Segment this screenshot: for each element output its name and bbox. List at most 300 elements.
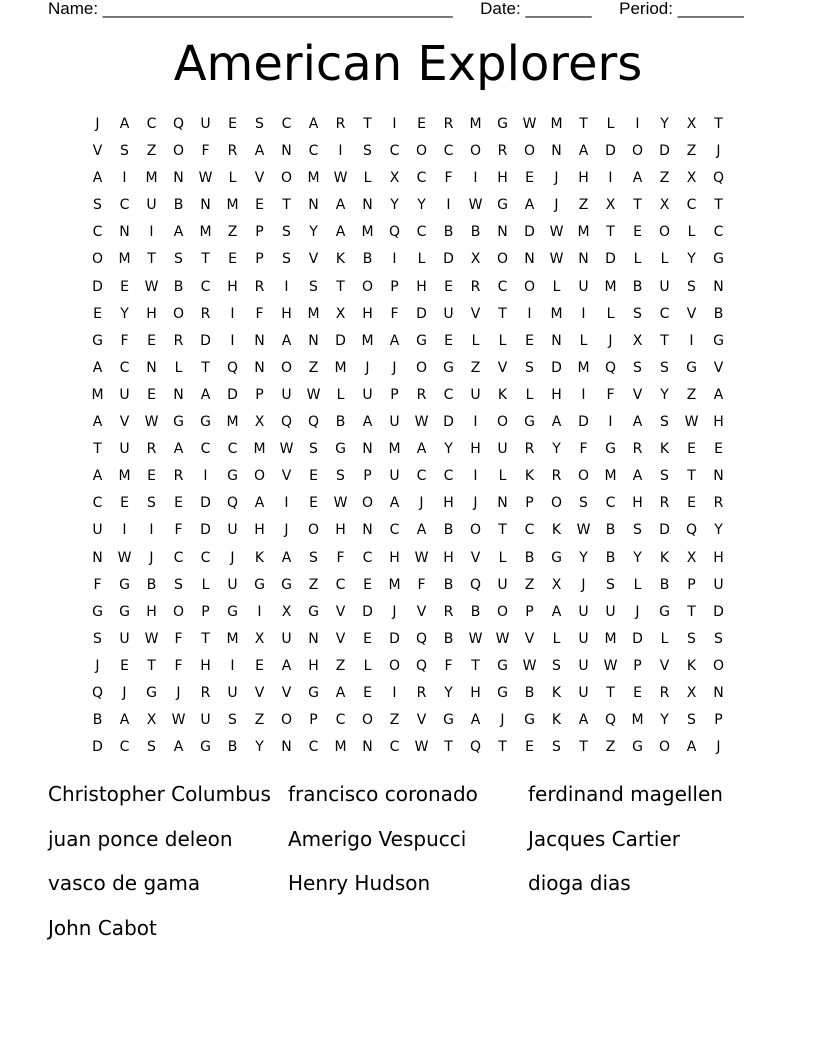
- grid-letter: S: [552, 657, 561, 674]
- grid-letter: S: [633, 359, 642, 376]
- grid-letter: U: [227, 522, 238, 539]
- grid-letter: Z: [227, 224, 238, 241]
- grid-letter: R: [173, 468, 184, 485]
- grid-letter: T: [714, 197, 723, 214]
- grid-letter: R: [146, 441, 157, 458]
- grid-letter: U: [92, 522, 103, 539]
- grid-letter: C: [389, 143, 400, 160]
- grid-letter: O: [577, 468, 590, 485]
- grid-letter: C: [308, 739, 319, 756]
- grid-letter: J: [95, 657, 100, 674]
- grid-letter: U: [497, 441, 508, 458]
- grid-letter: C: [659, 305, 670, 322]
- grid-letter: E: [687, 441, 696, 458]
- grid-letter: W: [684, 414, 699, 431]
- grid-letter: V: [335, 603, 346, 620]
- grid-letter: V: [254, 170, 265, 187]
- grid-letter: W: [333, 170, 348, 187]
- grid-letter: L: [633, 251, 642, 268]
- grid-letter: M: [550, 305, 563, 322]
- grid-letter: Y: [660, 116, 669, 132]
- grid-letter: A: [119, 116, 130, 132]
- grid-letter: B: [335, 414, 346, 431]
- grid-letter: Y: [660, 712, 669, 729]
- grid-letter: H: [632, 495, 643, 512]
- grid-letter: E: [228, 116, 237, 132]
- grid-letter: E: [633, 684, 642, 701]
- grid-letter: V: [416, 712, 427, 729]
- grid-letter: D: [551, 359, 562, 376]
- grid-letter: O: [496, 251, 509, 268]
- grid-letter: C: [308, 143, 319, 160]
- grid-letter: T: [201, 630, 210, 647]
- grid-letter: A: [173, 224, 184, 241]
- grid-letter: B: [524, 549, 535, 566]
- grid-letter: H: [416, 278, 427, 295]
- grid-letter: V: [632, 386, 643, 403]
- grid-letter: J: [581, 576, 586, 593]
- grid-letter: R: [416, 386, 427, 403]
- grid-letter: G: [119, 576, 130, 593]
- grid-letter: D: [227, 386, 238, 403]
- grid-letter: M: [604, 468, 617, 485]
- grid-letter: Q: [388, 224, 401, 241]
- grid-letter: E: [363, 576, 372, 593]
- grid-letter: C: [227, 441, 238, 458]
- grid-letter: G: [308, 684, 319, 701]
- grid-letter: F: [444, 170, 453, 187]
- grid-letter: Z: [389, 712, 400, 729]
- grid-letter: P: [255, 386, 264, 403]
- grid-letter: O: [712, 657, 725, 674]
- grid-letter: K: [551, 522, 562, 539]
- grid-letter: E: [417, 116, 426, 132]
- grid-letter: A: [578, 712, 589, 729]
- grid-letter: M: [388, 441, 401, 458]
- grid-letter: T: [93, 441, 102, 458]
- grid-letter: F: [174, 657, 183, 674]
- grid-letter: P: [633, 657, 642, 674]
- grid-letter: Q: [415, 630, 428, 647]
- grid-letter: H: [200, 657, 211, 674]
- grid-letter: A: [119, 712, 130, 729]
- grid-letter: I: [149, 224, 154, 241]
- grid-letter: E: [363, 630, 372, 647]
- grid-letter: T: [633, 197, 642, 214]
- grid-letter: S: [309, 441, 318, 458]
- grid-letter: Z: [605, 739, 616, 756]
- grid-letter: V: [308, 251, 319, 268]
- grid-letter: Z: [524, 576, 535, 593]
- grid-letter: H: [335, 522, 346, 539]
- grid-letter: G: [443, 359, 454, 376]
- grid-letter: Q: [604, 712, 617, 729]
- grid-letter: I: [230, 305, 235, 322]
- grid-letter: Q: [712, 170, 725, 187]
- grid-letter: U: [200, 116, 211, 132]
- grid-letter: O: [415, 143, 428, 160]
- grid-letter: S: [255, 116, 264, 132]
- grid-letter: I: [149, 522, 154, 539]
- word-bank-item: dioga dias: [528, 871, 631, 895]
- grid-letter: N: [308, 197, 319, 214]
- grid-letter: U: [227, 684, 238, 701]
- header-fields: [48, 0, 768, 20]
- grid-letter: J: [500, 712, 505, 729]
- grid-letter: V: [713, 359, 724, 376]
- grid-letter: M: [226, 414, 239, 431]
- grid-letter: O: [388, 657, 401, 674]
- grid-letter: A: [173, 739, 184, 756]
- grid-letter: S: [120, 143, 129, 160]
- grid-letter: U: [119, 386, 130, 403]
- grid-letter: U: [119, 441, 130, 458]
- grid-letter: Y: [120, 305, 129, 322]
- word-bank-item: John Cabot: [48, 915, 157, 940]
- grid-letter: X: [632, 332, 643, 349]
- grid-letter: N: [551, 332, 562, 349]
- grid-letter: T: [606, 224, 615, 241]
- grid-letter: B: [227, 739, 238, 756]
- grid-letter: X: [686, 549, 697, 566]
- grid-letter: P: [714, 712, 723, 729]
- grid-letter: J: [473, 495, 478, 512]
- grid-letter: H: [443, 495, 454, 512]
- grid-letter: W: [306, 386, 321, 403]
- grid-letter: B: [470, 224, 481, 241]
- grid-letter: R: [443, 116, 454, 132]
- grid-letter: K: [524, 468, 535, 485]
- grid-letter: C: [605, 495, 616, 512]
- grid-letter: I: [284, 495, 289, 512]
- grid-letter: J: [608, 332, 613, 349]
- grid-letter: M: [604, 278, 617, 295]
- grid-letter: K: [686, 657, 697, 674]
- grid-letter: V: [281, 684, 292, 701]
- grid-letter: J: [554, 197, 559, 214]
- grid-letter: M: [307, 170, 320, 187]
- grid-letter: D: [524, 224, 535, 241]
- grid-letter: B: [92, 712, 103, 729]
- grid-letter: E: [444, 278, 453, 295]
- grid-letter: O: [469, 143, 482, 160]
- grid-letter: G: [200, 414, 211, 431]
- grid-letter: F: [255, 305, 264, 322]
- grid-letter: O: [631, 143, 644, 160]
- grid-letter: E: [93, 305, 102, 322]
- grid-letter: K: [659, 549, 670, 566]
- grid-letter: U: [578, 278, 589, 295]
- grid-letter: L: [363, 170, 372, 187]
- grid-letter: U: [281, 386, 292, 403]
- grid-letter: U: [443, 305, 454, 322]
- grid-letter: P: [525, 603, 534, 620]
- grid-letter: W: [171, 712, 186, 729]
- grid-letter: R: [227, 143, 238, 160]
- grid-letter: S: [633, 305, 642, 322]
- grid-letter: W: [144, 630, 159, 647]
- grid-letter: G: [659, 603, 670, 620]
- grid-letter: G: [308, 603, 319, 620]
- grid-letter: J: [95, 116, 100, 132]
- grid-letter: A: [389, 332, 400, 349]
- grid-letter: S: [282, 224, 291, 241]
- grid-letter: S: [174, 251, 183, 268]
- grid-letter: G: [173, 414, 184, 431]
- grid-letter: L: [525, 386, 534, 403]
- grid-letter: Q: [469, 739, 482, 756]
- grid-letter: W: [522, 116, 537, 132]
- grid-letter: M: [577, 224, 590, 241]
- grid-letter: U: [470, 386, 481, 403]
- grid-letter: W: [414, 414, 429, 431]
- grid-letter: G: [524, 414, 535, 431]
- grid-letter: S: [525, 359, 534, 376]
- grid-letter: N: [362, 197, 373, 214]
- grid-letter: E: [147, 468, 156, 485]
- grid-letter: X: [281, 603, 292, 620]
- grid-letter: I: [581, 305, 586, 322]
- grid-letter: C: [281, 116, 292, 132]
- grid-letter: C: [200, 549, 211, 566]
- grid-letter: J: [554, 170, 559, 187]
- grid-letter: W: [468, 630, 483, 647]
- grid-letter: D: [578, 414, 589, 431]
- grid-letter: I: [473, 414, 478, 431]
- grid-letter: Z: [686, 143, 697, 160]
- grid-letter: Y: [660, 386, 669, 403]
- grid-letter: O: [658, 224, 671, 241]
- grid-letter: O: [361, 495, 374, 512]
- grid-letter: C: [200, 278, 211, 295]
- grid-letter: U: [389, 468, 400, 485]
- grid-letter: A: [200, 386, 211, 403]
- word-bank-item: juan ponce deleon: [48, 826, 233, 851]
- grid-letter: C: [335, 576, 346, 593]
- grid-letter: Q: [226, 495, 239, 512]
- grid-letter: L: [552, 278, 561, 295]
- grid-letter: E: [147, 332, 156, 349]
- page-title: American Explorers: [173, 36, 643, 92]
- grid-letter: S: [606, 576, 615, 593]
- grid-letter: K: [551, 712, 562, 729]
- grid-letter: S: [552, 739, 561, 756]
- grid-letter: R: [524, 441, 535, 458]
- grid-letter: Y: [687, 251, 696, 268]
- grid-letter: F: [120, 332, 129, 349]
- grid-letter: Z: [254, 712, 265, 729]
- grid-letter: K: [497, 386, 508, 403]
- grid-letter: J: [635, 603, 640, 620]
- grid-letter: X: [659, 197, 670, 214]
- grid-letter: W: [117, 549, 132, 566]
- grid-letter: P: [390, 386, 399, 403]
- grid-letter: O: [523, 278, 536, 295]
- grid-letter: U: [713, 576, 724, 593]
- grid-letter: D: [659, 522, 670, 539]
- grid-letter: M: [199, 224, 212, 241]
- grid-letter: G: [443, 712, 454, 729]
- grid-letter: E: [174, 495, 183, 512]
- grid-letter: V: [119, 414, 130, 431]
- grid-letter: B: [443, 576, 454, 593]
- grid-letter: L: [471, 332, 480, 349]
- grid-letter: A: [416, 441, 427, 458]
- grid-letter: U: [281, 630, 292, 647]
- grid-letter: G: [497, 116, 508, 132]
- grid-letter: O: [550, 495, 563, 512]
- grid-letter: L: [606, 116, 615, 132]
- grid-letter: D: [443, 251, 454, 268]
- grid-letter: W: [414, 549, 429, 566]
- grid-letter: N: [362, 441, 373, 458]
- grid-letter: F: [174, 522, 183, 539]
- grid-letter: N: [308, 332, 319, 349]
- grid-letter: B: [173, 197, 184, 214]
- grid-letter: A: [173, 441, 184, 458]
- grid-letter: M: [334, 359, 347, 376]
- grid-letter: T: [147, 251, 156, 268]
- grid-letter: X: [686, 170, 697, 187]
- grid-letter: Q: [226, 359, 239, 376]
- grid-letter: S: [363, 143, 372, 160]
- grid-letter: J: [365, 359, 370, 376]
- grid-letter: T: [282, 197, 291, 214]
- grid-letter: L: [336, 386, 345, 403]
- grid-letter: H: [497, 170, 508, 187]
- grid-letter: S: [660, 468, 669, 485]
- grid-letter: P: [525, 495, 534, 512]
- word-bank-item: Jacques Cartier: [528, 826, 680, 851]
- grid-letter: C: [119, 739, 130, 756]
- grid-letter: M: [307, 305, 320, 322]
- grid-letter: G: [497, 684, 508, 701]
- grid-letter: W: [495, 630, 510, 647]
- grid-letter: X: [551, 576, 562, 593]
- grid-letter: G: [605, 441, 616, 458]
- grid-letter: L: [606, 305, 615, 322]
- grid-letter: M: [334, 739, 347, 756]
- grid-letter: M: [226, 197, 239, 214]
- grid-letter: R: [416, 684, 427, 701]
- date-field-label: Date: _______: [480, 0, 592, 18]
- grid-letter: X: [470, 251, 481, 268]
- grid-letter: E: [255, 197, 264, 214]
- grid-letter: M: [118, 468, 131, 485]
- grid-letter: Y: [444, 684, 453, 701]
- grid-letter: S: [660, 359, 669, 376]
- grid-letter: M: [253, 441, 266, 458]
- grid-letter: S: [309, 549, 318, 566]
- grid-letter: E: [255, 657, 264, 674]
- grid-letter: E: [309, 468, 318, 485]
- grid-letter: O: [496, 603, 509, 620]
- grid-letter: O: [172, 603, 185, 620]
- grid-letter: W: [549, 224, 564, 241]
- grid-letter: I: [392, 251, 397, 268]
- grid-letter: Y: [633, 549, 642, 566]
- grid-letter: T: [201, 359, 210, 376]
- grid-letter: Y: [255, 739, 264, 756]
- grid-letter: C: [443, 143, 454, 160]
- grid-letter: C: [497, 278, 508, 295]
- grid-letter: R: [713, 495, 724, 512]
- grid-letter: Z: [578, 197, 589, 214]
- grid-letter: S: [714, 630, 723, 647]
- grid-letter: J: [284, 522, 289, 539]
- grid-letter: C: [416, 170, 427, 187]
- word-bank-item: ferdinand magellen: [528, 782, 723, 806]
- grid-letter: F: [336, 549, 345, 566]
- grid-letter: B: [146, 576, 157, 593]
- grid-letter: Y: [309, 224, 318, 241]
- grid-letter: M: [145, 170, 158, 187]
- grid-letter: D: [389, 630, 400, 647]
- grid-letter: P: [687, 576, 696, 593]
- grid-letter: O: [307, 522, 320, 539]
- grid-letter: G: [146, 684, 157, 701]
- grid-letter: R: [470, 278, 481, 295]
- grid-letter: N: [254, 359, 265, 376]
- grid-letter: L: [363, 657, 372, 674]
- grid-letter: H: [227, 278, 238, 295]
- grid-letter: J: [392, 359, 397, 376]
- grid-letter: Q: [172, 116, 185, 132]
- grid-letter: U: [578, 603, 589, 620]
- grid-letter: X: [686, 684, 697, 701]
- name-field-label: Name: _____________________________________: [48, 0, 453, 18]
- grid-letter: B: [443, 224, 454, 241]
- grid-letter: V: [92, 143, 103, 160]
- grid-letter: G: [227, 603, 238, 620]
- grid-letter: V: [416, 603, 427, 620]
- grid-letter: A: [281, 332, 292, 349]
- grid-letter: C: [200, 441, 211, 458]
- grid-letter: L: [633, 576, 642, 593]
- grid-letter: C: [173, 549, 184, 566]
- grid-letter: S: [660, 414, 669, 431]
- grid-letter: Q: [91, 684, 104, 701]
- grid-letter: O: [280, 170, 293, 187]
- grid-letter: H: [389, 549, 400, 566]
- word-bank-item: Christopher Columbus: [48, 782, 271, 806]
- grid-letter: I: [581, 386, 586, 403]
- grid-letter: X: [254, 414, 265, 431]
- grid-letter: A: [254, 143, 265, 160]
- grid-letter: N: [497, 224, 508, 241]
- grid-letter: N: [308, 630, 319, 647]
- grid-letter: E: [363, 684, 372, 701]
- grid-letter: I: [392, 684, 397, 701]
- grid-letter: U: [119, 630, 130, 647]
- grid-letter: X: [389, 170, 400, 187]
- grid-letter: A: [254, 495, 265, 512]
- grid-letter: Z: [659, 170, 670, 187]
- grid-letter: R: [659, 495, 670, 512]
- grid-letter: A: [281, 549, 292, 566]
- grid-letter: D: [335, 332, 346, 349]
- grid-letter: Q: [280, 414, 293, 431]
- grid-letter: A: [308, 116, 319, 132]
- grid-letter: I: [284, 278, 289, 295]
- grid-letter: V: [281, 468, 292, 485]
- grid-letter: T: [579, 739, 588, 756]
- grid-letter: N: [578, 251, 589, 268]
- grid-letter: W: [144, 278, 159, 295]
- grid-letter: C: [524, 522, 535, 539]
- grid-letter: S: [282, 251, 291, 268]
- grid-letter: Z: [146, 143, 157, 160]
